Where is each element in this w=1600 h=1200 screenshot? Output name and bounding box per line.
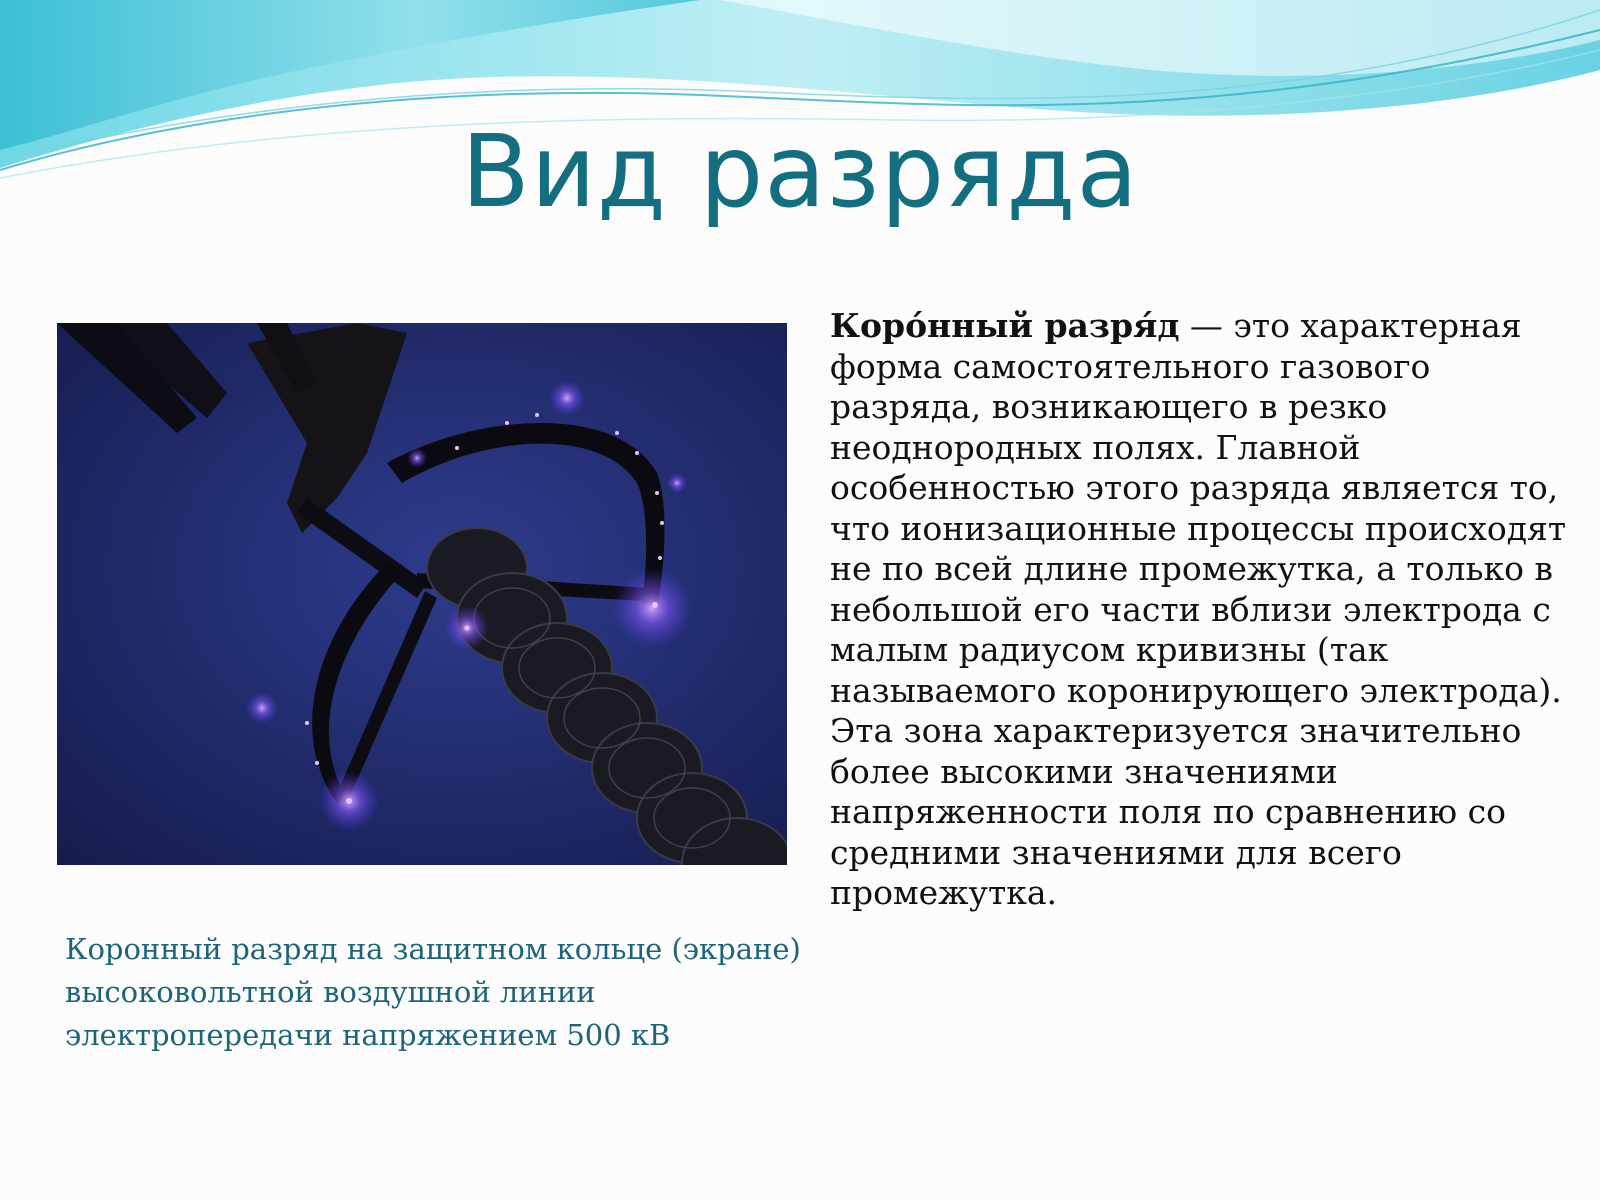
corona-discharge-photo: [57, 323, 787, 865]
photo-caption: Коронный разряд на защитном кольце (экране) высоковольтной воздушной линии электропередачи напряжением 500 кВ: [65, 932, 801, 1052]
definition-paragraph: [830, 306, 1570, 914]
slide-title: Вид разряда: [461, 113, 1139, 230]
definition-text: — это характерная форма самостоятельного газового разряда, возникающего в резко неоднородных полях. Главной особенностью этого разряда является то, что ионизационные процессы происходят не по всей длине промежутка, а только в небольшой его части вблизи электрода с малым радиусом кривизны (так называемого коронирующего электрода). Эта зона характеризуется значительно более высокими значениями напряженности поля по сравнению со средними значениями для всего промежутка.: [830, 306, 1567, 912]
definition-term: Коро́нный разря́д: [830, 306, 1180, 345]
